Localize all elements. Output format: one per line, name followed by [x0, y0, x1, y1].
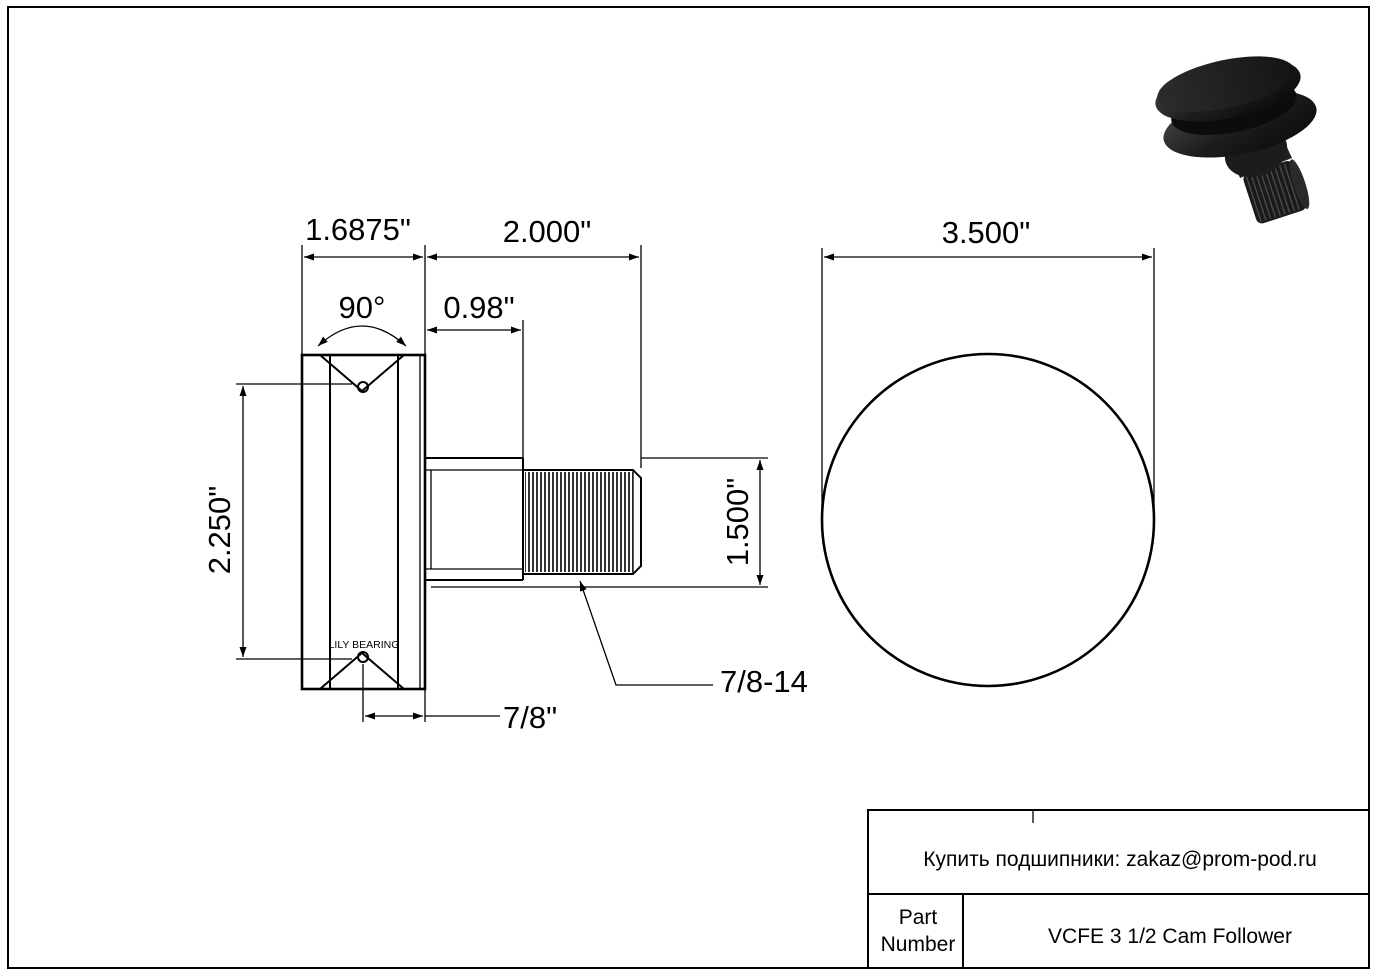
dim-label-stud-length: 2.000" — [502, 214, 592, 249]
brand-stamp: LILY BEARING — [328, 639, 400, 651]
dim-groove-offset — [363, 664, 557, 735]
v-groove-top — [320, 355, 404, 391]
part-number-value: VCFE 3 1/2 Cam Follower — [1048, 925, 1292, 948]
thread-section — [525, 472, 633, 572]
dim-label-flange-width: 1.6875" — [305, 212, 411, 247]
title-block — [868, 810, 1369, 968]
outer-circle — [822, 354, 1154, 686]
dim-label-outer-diameter: 3.500" — [941, 215, 1031, 250]
dim-label-groove-offset: 7/8" — [503, 700, 558, 735]
dim-label-groove-pitch-diameter: 2.250" — [202, 485, 237, 575]
dim-label-groove-angle: 90° — [338, 290, 386, 325]
dim-label-thread: 7/8-14 — [720, 664, 808, 699]
dim-label-shoulder-length: 0.98" — [443, 290, 515, 325]
part-number-label-line2: Number — [880, 933, 956, 956]
dim-shoulder-length — [427, 290, 523, 458]
contact-text: Купить подшипники: zakaz@prom-pod.ru — [923, 848, 1317, 871]
dim-label-stud-diameter: 1.500" — [720, 477, 755, 567]
dim-groove-angle — [318, 290, 406, 346]
dim-thread — [580, 581, 808, 699]
cam-follower-3d-icon — [1150, 46, 1323, 225]
dim-flange-width — [302, 212, 425, 460]
part-number-label-line1: Part — [898, 906, 938, 929]
dim-stud-length — [427, 214, 641, 468]
front-view — [822, 215, 1154, 686]
